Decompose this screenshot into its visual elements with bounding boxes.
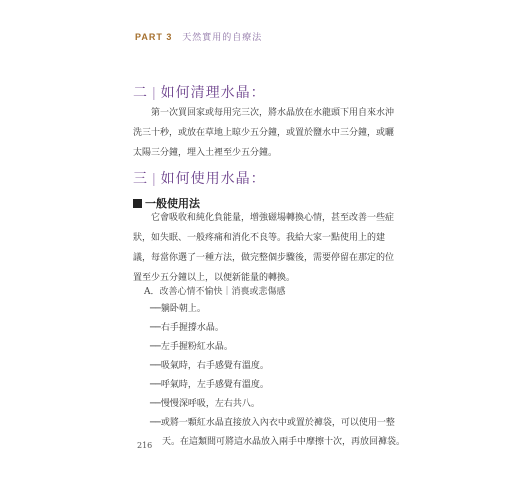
list-item: ──呼氣時，左手感覺有溫度。 — [150, 380, 269, 390]
page-number: 216 — [137, 441, 153, 450]
section-heading: 如何使用水晶： — [160, 170, 266, 186]
paragraph-cleaning — [133, 103, 395, 163]
paragraph-text: 它會吸收和純化負能量，增強磁場轉換心情，甚至改善一些症狀，如失眠、一般疼痛和消化不良等。我給大家一點使用上的建議，每當你選了一種方法，做完整個步驟後，需要停留在那定的位置至少五分鐘以上，以便新能量的轉換。 — [133, 213, 395, 283]
paragraph-text: 第一次買回家或每用完三次，將水晶放在水龍頭下用自來水沖洗三十秒，或放在草地上晾少五分鐘，或置於鹽水中三分鐘，或曬太陽三分鐘，埋入土裡至少五分鐘。 — [133, 108, 395, 158]
square-bullet-icon — [133, 199, 142, 208]
section-number: 三 — [133, 170, 148, 186]
section-separator: | — [152, 84, 157, 100]
paragraph-usage — [133, 208, 395, 288]
list-item: ──或將一顆紅水晶直接放入內衣中或置於褲袋，可以使用一整 — [150, 418, 395, 428]
section-heading: 如何清理水晶： — [160, 84, 266, 100]
chapter-subtitle: 天然實用的自療法 — [182, 33, 263, 43]
section-title-cleaning — [133, 82, 266, 102]
part-label: PART 3 — [135, 32, 173, 42]
list-item: ──左手握粉紅水晶。 — [150, 342, 233, 352]
running-header — [135, 30, 262, 43]
section-number: 二 — [133, 84, 148, 100]
item-a-heading: A．改善心情不愉快｜消喪或悲傷感 — [144, 287, 286, 297]
list-item: ──吸氣時，右手感覺有溫度。 — [150, 361, 269, 371]
step-list — [150, 300, 406, 452]
subheading-text: 一般使用法 — [145, 198, 200, 210]
list-item-continuation: 天。在這類間可將這水晶放入兩手中摩擦十次，再放回褲袋。 — [162, 437, 406, 447]
list-item: ──躺卧朝上。 — [150, 304, 206, 314]
section-separator: | — [152, 170, 157, 186]
list-item: ──右手握撐水晶。 — [150, 323, 224, 333]
list-item: ──慢慢深呼吸，左右共八。 — [150, 399, 260, 409]
section-title-usage — [133, 168, 266, 188]
